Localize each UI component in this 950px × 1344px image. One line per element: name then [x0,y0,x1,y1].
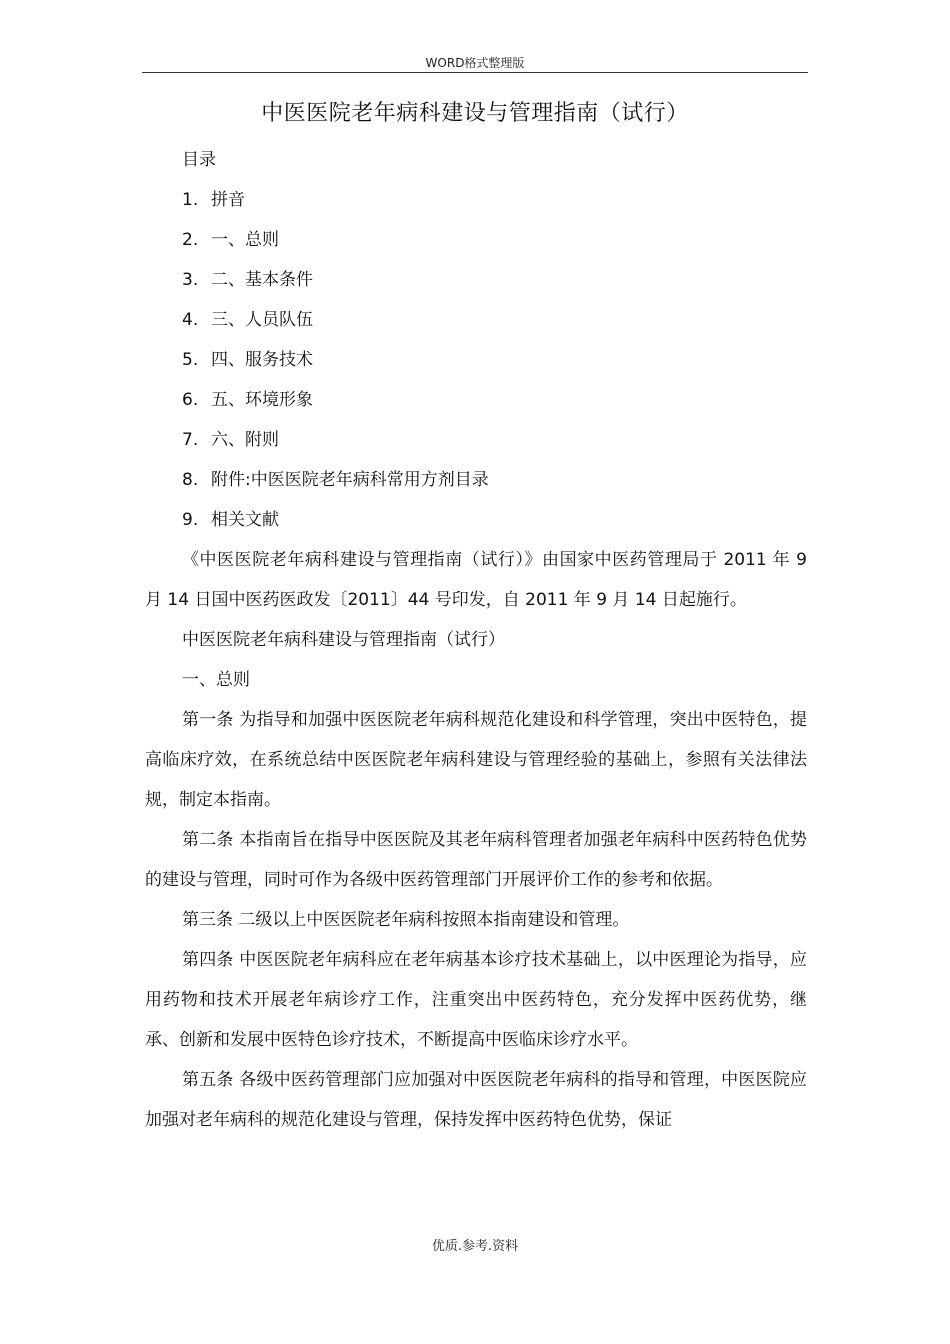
toc-item-number: 3. [182,270,199,290]
toc-item-number: 9. [182,510,199,530]
subtitle: 中医医院老年病科建设与管理指南（试行） [182,630,505,650]
document-title: 中医医院老年病科建设与管理指南（试行） [261,101,689,126]
toc-heading: 目录 [182,150,216,170]
article-paragraph: 第一条 为指导和加强中医医院老年病科规范化建设和科学管理，突出中医特色，提高临床疗效，在系统总结中医医院老年病科建设与管理经验的基础上，参照有关法律法规，制定本指南。 [145,710,807,810]
document-body [145,140,807,1140]
toc-item-number: 1. [182,190,199,210]
toc-item-label: 三、人员队伍 [211,310,313,330]
toc-item-number: 5. [182,350,199,370]
toc-item-label: 一、总则 [211,230,279,250]
toc-item-label: 六、附则 [211,430,279,450]
toc-item-label: 二、基本条件 [211,270,313,290]
toc-item-number: 2. [182,230,199,250]
toc-item [145,340,807,380]
toc-item [145,300,807,340]
page-footer: 优质.参考.资料 [431,1239,519,1254]
header-rule [142,72,808,73]
toc-item [145,460,807,500]
toc-item-label: 四、服务技术 [211,350,313,370]
toc-item [145,380,807,420]
toc-item [145,500,807,540]
toc-item [145,220,807,260]
intro-paragraph: 《中医医院老年病科建设与管理指南（试行）》由国家中医药管理局于 2011 年 9 月 14 日国中医药医政发〔2011〕44 号印发，自 2011 年 9 月 14 日起施行。 [145,550,807,610]
page-header: WORD格式整理版 [425,56,525,70]
toc-item-number: 8. [182,470,199,490]
toc-item-label: 附件:中医医院老年病科常用方剂目录 [211,470,489,490]
toc-item [145,420,807,460]
section-heading: 一、总则 [182,670,250,690]
table-of-contents [145,180,807,540]
article-paragraph: 第三条 二级以上中医医院老年病科按照本指南建设和管理。 [182,910,630,930]
toc-item [145,180,807,220]
toc-item-label: 拼音 [211,190,245,210]
article-paragraph: 第四条 中医医院老年病科应在老年病基本诊疗技术基础上，以中医理论为指导，应用药物和技术开展老年病诊疗工作，注重突出中医药特色，充分发挥中医药优势，继承、创新和发展中医特色诊疗技术，不断提高中医临床诊疗水平。 [145,950,807,1050]
toc-item-number: 4. [182,310,199,330]
toc-item-number: 7. [182,430,199,450]
toc-item-label: 五、环境形象 [211,390,313,410]
toc-item [145,260,807,300]
article-paragraph: 第五条 各级中医药管理部门应加强对中医医院老年病科的指导和管理，中医医院应加强对老年病科的规范化建设与管理，保持发挥中医药特色优势，保证 [145,1070,807,1130]
toc-item-number: 6. [182,390,199,410]
toc-item-label: 相关文献 [211,510,279,530]
article-paragraph: 第二条 本指南旨在指导中医医院及其老年病科管理者加强老年病科中医药特色优势的建设与管理，同时可作为各级中医药管理部门开展评价工作的参考和依据。 [145,830,807,890]
